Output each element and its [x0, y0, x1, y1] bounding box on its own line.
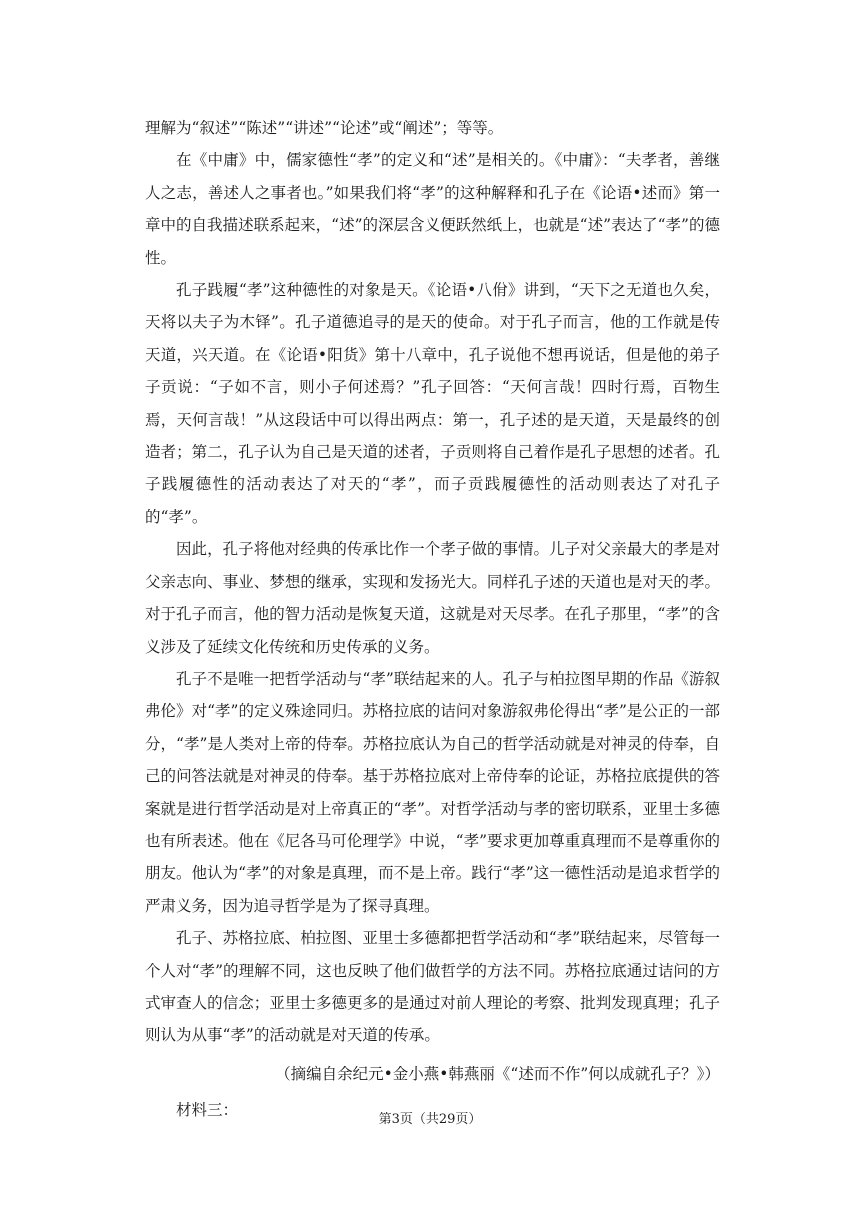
material-label: 材料三： [176, 1100, 239, 1119]
paragraph-6: 孔子、苏格拉底、柏拉图、亚里士多德都把哲学活动和“孝”联结起来，尽管每一个人对“孝”的理解不同，这也反映了他们做哲学的方法不同。苏格拉底通过诘问的方式审查人的信念；亚里士多德更多的是通过对前人理论的考察、批判发现真理；孔子则认为从事“孝”的活动就是对天道的传承。 [145, 929, 720, 1045]
document-body [145, 112, 720, 1124]
paragraph-2: 在《中庸》中，儒家德性“孝”的定义和“述”是相关的。《中庸》：“夫孝者，善继人之志，善述人之事者也。”如果我们将“孝”的这种解释和孔子在《论语•述而》第一章中的自我描述联系起来，“述”的深层含义便跃然纸上，也就是“述”表达了“孝”的德性。 [145, 151, 720, 267]
source-citation: （摘编自余纪元•金小燕•韩燕丽《“述而不作”何以成就孔子？》） [275, 1064, 720, 1083]
paragraph-4: 因此，孔子将他对经典的传承比作一个孝子做的事情。儿子对父亲最大的孝是对父亲志向、事业、梦想的继承，实现和发扬光大。同样孔子述的天道也是对天的孝。对于孔子而言，他的智力活动是恢复天道，这就是对天尽孝。在孔子那里，“孝”的含义涉及了延续文化传统和历史传承的义务。 [145, 540, 720, 656]
paragraph-1: 理解为“叙述”“陈述”“讲述”“论述”或“阐述”；等等。 [145, 119, 504, 137]
paragraph-5: 孔子不是唯一把哲学活动与“孝”联结起来的人。孔子与柏拉图早期的作品《游叙弗伦》对“孝”的定义殊途同归。苏格拉底的诘问对象游叙弗伦得出“孝”是公正的一部分，“孝”是人类对上帝的侍奉。苏格拉底认为自己的哲学活动就是对神灵的侍奉，自己的问答法就是对神灵的侍奉。基于苏格拉底对上帝侍奉的论证，苏格拉底提供的答案就是进行哲学活动是对上帝真正的“孝”。对哲学活动与孝的密切联系，亚里士多德也有所表述。他在《尼各马可伦理学》中说，“孝”要求更加尊重真理而不是尊重你的朋友。他认为“孝”的对象是真理，而不是上帝。践行“孝”这一德性活动是追求哲学的严肃义务，因为追寻哲学是为了探寻真理。 [145, 669, 720, 915]
paragraph-3: 孔子践履“孝”这种德性的对象是天。《论语•八佾》讲到，“天下之无道也久矣，天将以夫子为木铎”。孔子道德追寻的是天的使命。对于孔子而言，他的工作就是传天道，兴天道。在《论语•阳货》第十八章中，孔子说他不想再说话，但是他的弟子子贡说：“子如不言，则小子何述焉？”孔子回答：“天何言哉！四时行焉，百物生焉，天何言哉！”从这段话中可以得出两点：第一，孔子述的是天道，天是最终的创造者；第二，孔子认为自己是天道的述者，子贡则将自己着作是孔子思想的述者。孔子践履德性的活动表达了对天的“孝”，而子贡践履德性的活动则表达了对孔子的“孝”。 [145, 281, 720, 526]
page-footer: 第3页（共29页） [378, 1112, 482, 1127]
